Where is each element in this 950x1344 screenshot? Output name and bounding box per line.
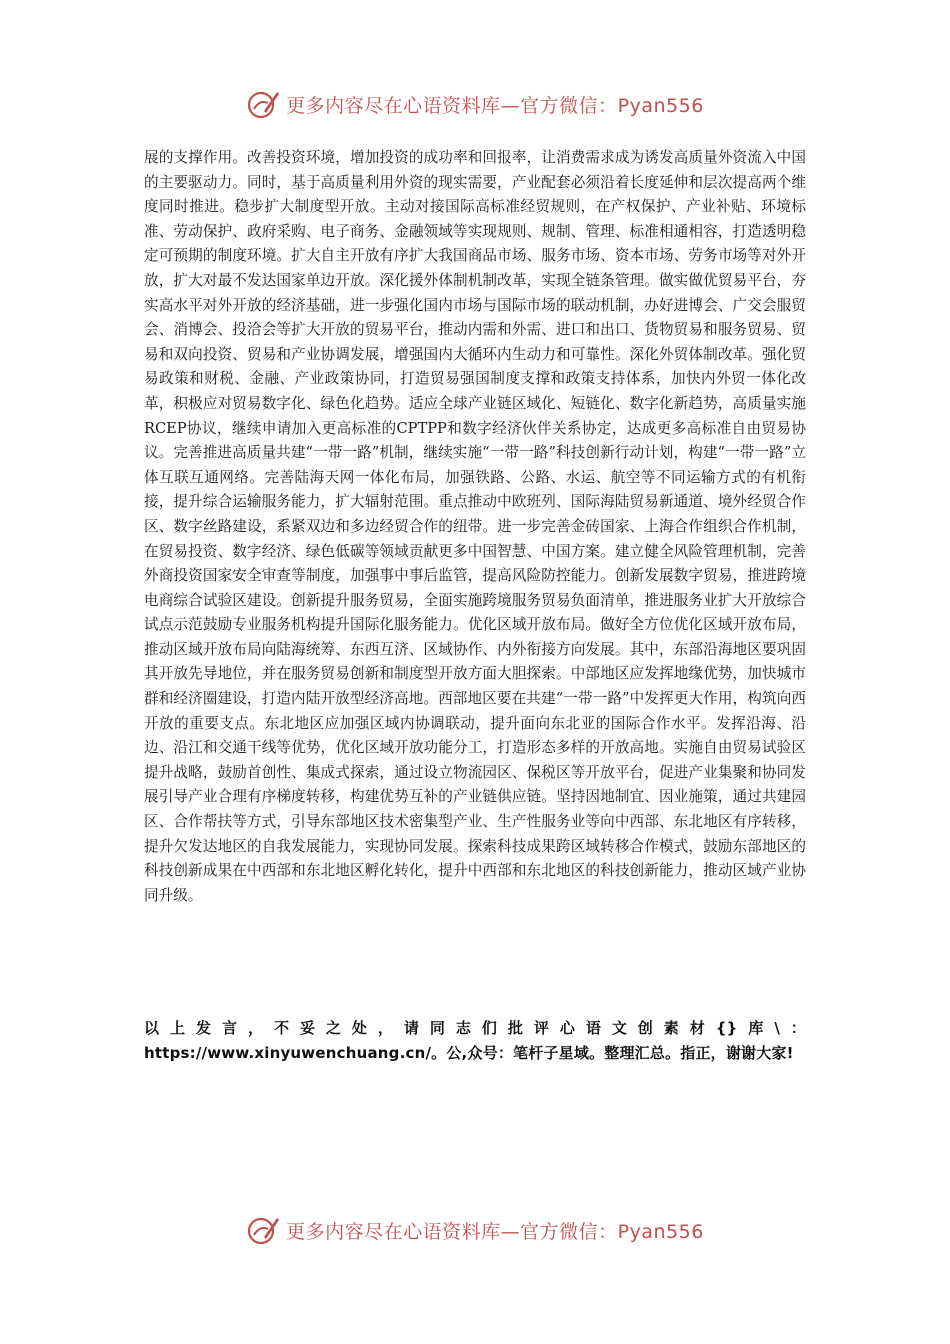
pen-logo-icon [246, 87, 280, 121]
header-watermark-text: 更多内容尽在心语资料库—官方微信：Pyan556 [286, 94, 704, 117]
closing-remarks: 以上发言，不妥之处，请同志们批评心语文创素材{}库\：https://www.xinyuwenchuang.cn/。公,众号：笔杆子星域。整理汇总。指正，谢谢大家! [144, 1019, 806, 1062]
body-paragraph: 展的支撑作用。改善投资环境，增加投资的成功率和回报率，让消费需求成为诱发高质量外资流入中国的主要驱动力。同时，基于高质量利用外资的现实需要，产业配套必须沿着长度延伸和层次提高两个维度同时推进。稳步扩大制度型开放。主动对接国际高标准经贸规则，在产权保护、产业补贴、环境标准、劳动保护、政府采购、电子商务、金融领域等实现规则、规制、管理、标准相通相容，打造透明稳定可预期的制度环境。扩大自主开放有序扩大我国商品市场、服务市场、资本市场、劳务市场等对外开放，扩大对最不发达国家单边开放。深化援外体制机制改革，实现全链条管理。做实做优贸易平台，夯实高水平对外开放的经济基础，进一步强化国内市场与国际市场的联动机制，办好进博会、广交会服贸会、消博会、投洽会等扩大开放的贸易平台，推动内需和外需、进口和出口、货物贸易和服务贸易、贸易和双向投资、贸易和产业协调发展，增强国内大循环内生动力和可靠性。深化外贸体制改革。强化贸易政策和财税、金融、产业政策协同，打造贸易强国制度支撑和政策支持体系，加快内外贸一体化改革，积极应对贸易数字化、绿色化趋势。适应全球产业链区域化、短链化、数字化新趋势，高质量实施RCEP协议，继续申请加入更高标准的CPTPP和数字经济伙伴关系协定，达成更多高标准自由贸易协议。完善推进高质量共建“一带一路”机制，继续实施“一带一路”科技创新行动计划，构建“一带一路”立体互联互通网络。完善陆海天网一体化布局，加强铁路、公路、水运、航空等不同运输方式的有机衔接，提升综合运输服务能力，扩大辐射范围。重点推动中欧班列、国际海陆贸易新通道、境外经贸合作区、数字丝路建设，系紧双边和多边经贸合作的纽带。进一步完善金砖国家、上海合作组织合作机制，在贸易投资、数字经济、绿色低碳等领域贡献更多中国智慧、中国方案。建立健全风险管理机制，完善外商投资国家安全审查等制度，加强事中事后监管，提高风险防控能力。创新发展数字贸易，推进跨境电商综合试验区建设。创新提升服务贸易，全面实施跨境服务贸易负面清单，推进服务业扩大开放综合试点示范鼓励专业服务机构提升国际化服务能力。优化区域开放布局。做好全方位优化区域开放布局，推动区域开放布局向陆海统筹、东西互济、区域协作、内外衔接方向发展。其中，东部沿海地区要巩固其开放先导地位，并在服务贸易创新和制度型开放方面大胆探索。中部地区应发挥地缘优势，加快城市群和经济圈建设，打造内陆开放型经济高地。西部地区要在共建“一带一路”中发挥更大作用，构筑向西开放的重要支点。东北地区应加强区域内协调联动，提升面向东北亚的国际合作水平。发挥沿海、沿边、沿江和交通干线等优势，优化区域开放功能分工，打造形态多样的开放高地。实施自由贸易试验区提升战略，鼓励首创性、集成式探索，通过设立物流园区、保税区等开放平台，促进产业集聚和协同发展引导产业合理有序梯度转移，构建优势互补的产业链供应链。坚持因地制宜、因业施策，通过共建园区、合作帮扶等方式，引导东部地区技术密集型产业、生产性服务业等向中西部、东北地区有序转移，提升欠发达地区的自我发展能力，实现协同发展。探索科技成果跨区域转移合作模式，鼓励东部地区的科技创新成果在中西部和东北地区孵化转化，提升中西部和东北地区的科技创新能力，推动区域产业协同升级。 [144, 149, 806, 904]
pen-logo-icon [246, 1213, 280, 1247]
header-watermark-banner [0, 84, 950, 124]
footer-watermark-text: 更多内容尽在心语资料库—官方微信：Pyan556 [286, 1220, 704, 1243]
footer-watermark-banner [0, 1210, 950, 1250]
